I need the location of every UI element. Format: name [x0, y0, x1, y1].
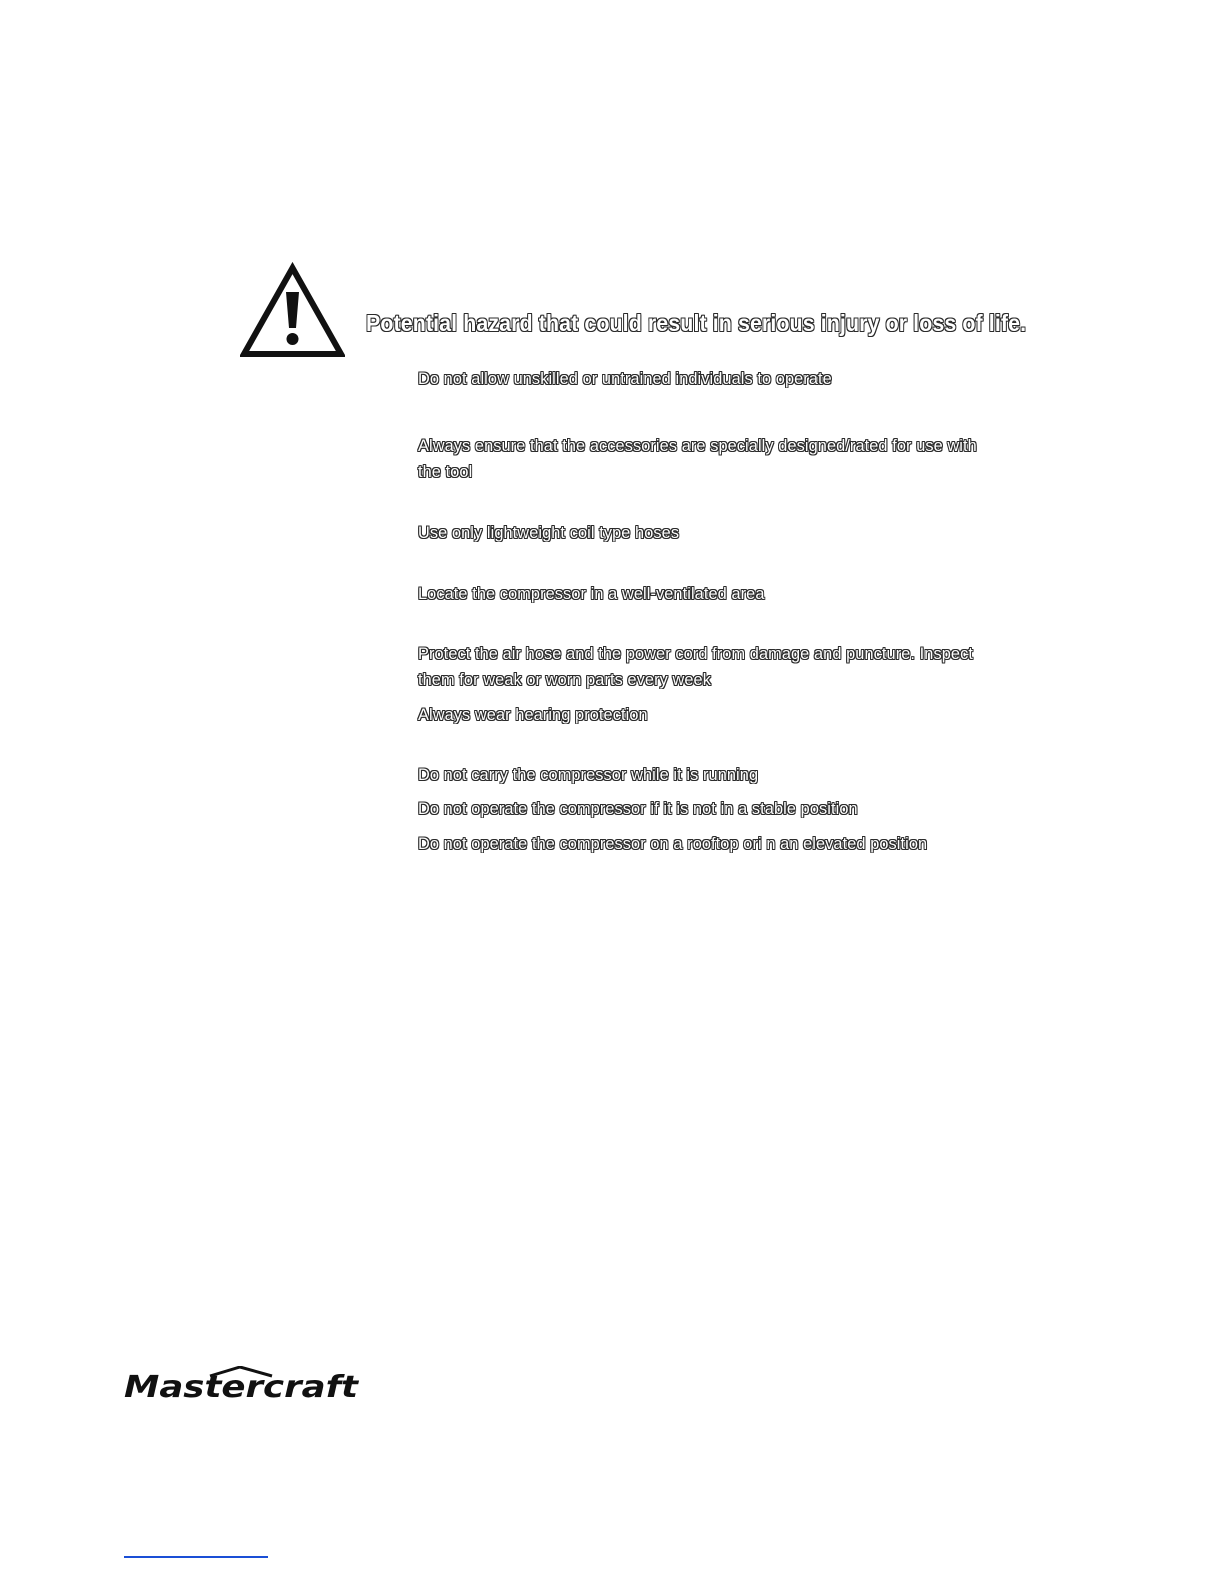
safety-item — [418, 762, 758, 788]
safety-item-line: Do not allow unskilled or untrained individuals to operate — [418, 369, 832, 388]
safety-item-line: the tool — [418, 462, 473, 481]
safety-item — [418, 520, 679, 546]
safety-item-line: Do not carry the compressor while it is running — [418, 765, 759, 784]
safety-item — [418, 581, 765, 607]
footer-link-rule — [124, 1556, 268, 1558]
safety-item-line: Do not operate the compressor on a rooftop ori n an elevated position — [418, 834, 928, 853]
warning-triangle-icon — [240, 262, 345, 358]
safety-item — [418, 831, 927, 857]
safety-item-line: Always ensure that the accessories are specially designed/rated for use with — [418, 436, 977, 455]
svg-text:Mastercraft: Mastercraft — [124, 1370, 360, 1400]
hazard-title: Potential hazard that could result in serious injury or loss of life. — [366, 310, 1027, 336]
safety-item — [418, 702, 648, 728]
safety-item-line: Locate the compressor in a well-ventilated area — [418, 584, 765, 603]
safety-item-line: Do not operate the compressor if it is not in a stable position — [418, 799, 858, 818]
safety-item-line: Protect the air hose and the power cord from damage and puncture. Inspect — [418, 644, 973, 663]
safety-item — [418, 366, 832, 392]
safety-item — [418, 796, 858, 822]
mastercraft-logo — [122, 1366, 362, 1400]
safety-item-line: Always wear hearing protection — [418, 705, 648, 724]
safety-item — [418, 641, 973, 693]
safety-item-line: them for weak or worn parts every week — [418, 670, 711, 689]
safety-item-line: Use only lightweight coil type hoses — [418, 523, 680, 542]
safety-item — [418, 433, 977, 485]
